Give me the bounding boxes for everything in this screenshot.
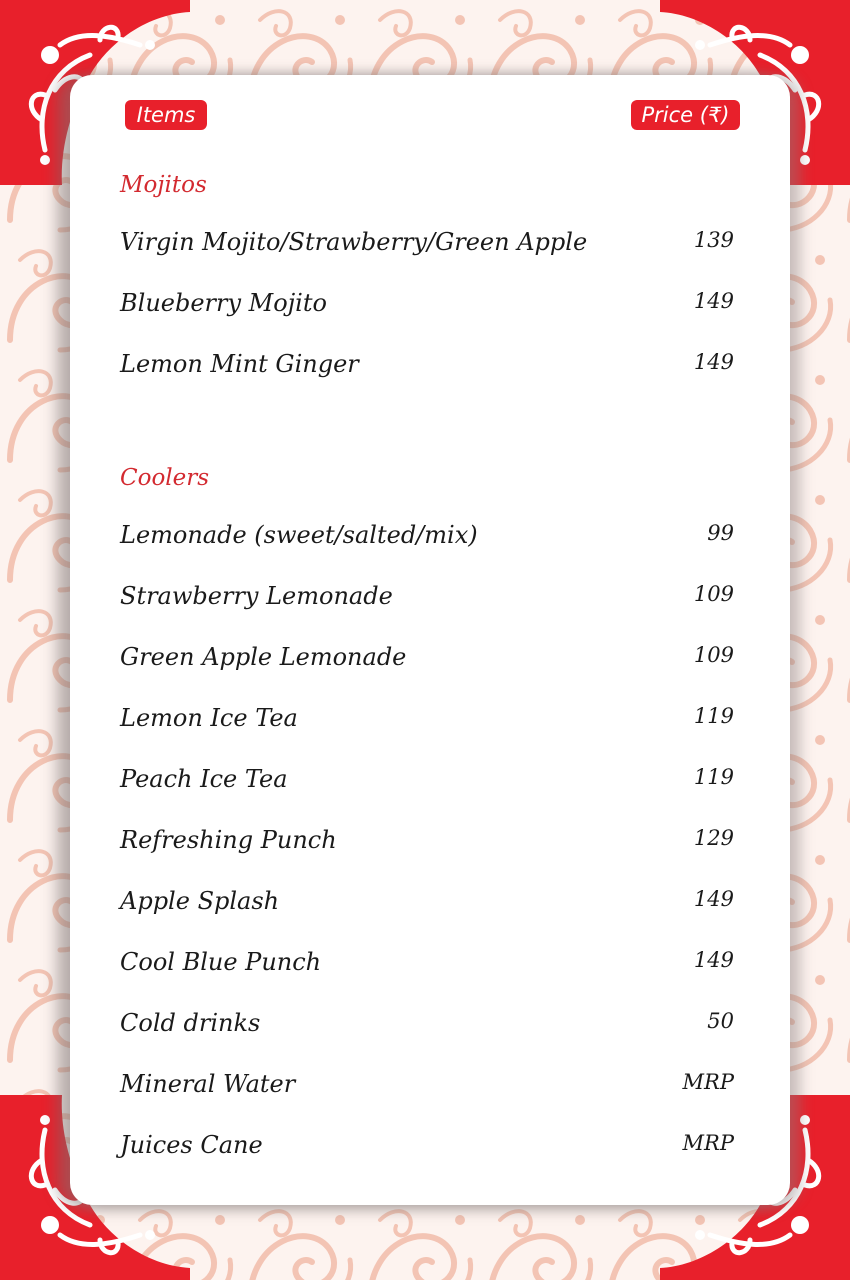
item-price: 119 bbox=[693, 704, 734, 728]
section-title-mojitos: Mojitos bbox=[120, 172, 207, 198]
menu-item bbox=[120, 1009, 734, 1049]
item-price: 149 bbox=[693, 350, 734, 374]
item-price: 149 bbox=[693, 948, 734, 972]
item-price: MRP bbox=[682, 1070, 734, 1094]
item-price: MRP bbox=[682, 1131, 734, 1155]
item-price: 109 bbox=[693, 582, 734, 606]
menu-item bbox=[120, 1070, 734, 1110]
menu-item bbox=[120, 582, 734, 622]
menu-item bbox=[120, 704, 734, 744]
menu-item bbox=[120, 765, 734, 805]
item-name: Peach Ice Tea bbox=[120, 765, 288, 793]
item-name: Lemon Mint Ginger bbox=[120, 350, 359, 378]
item-name: Lemon Ice Tea bbox=[120, 704, 298, 732]
item-price: 139 bbox=[693, 228, 734, 252]
menu-item bbox=[120, 350, 734, 390]
price-column-header: Price (₹) bbox=[631, 100, 740, 130]
item-price: 119 bbox=[693, 765, 734, 789]
item-price: 149 bbox=[693, 289, 734, 313]
menu-item bbox=[120, 948, 734, 988]
menu-item bbox=[120, 1131, 734, 1171]
menu-item bbox=[120, 521, 734, 561]
item-price: 149 bbox=[693, 887, 734, 911]
item-name: Virgin Mojito/Strawberry/Green Apple bbox=[120, 228, 588, 256]
menu-item bbox=[120, 826, 734, 866]
item-name: Cold drinks bbox=[120, 1009, 261, 1037]
item-price: 129 bbox=[693, 826, 734, 850]
menu-item bbox=[120, 887, 734, 927]
item-name: Cool Blue Punch bbox=[120, 948, 322, 976]
item-price: 99 bbox=[707, 521, 734, 545]
item-price: 50 bbox=[707, 1009, 734, 1033]
item-name: Apple Splash bbox=[120, 887, 280, 915]
item-name: Mineral Water bbox=[120, 1070, 296, 1098]
item-name: Lemonade (sweet/salted/mix) bbox=[120, 521, 478, 549]
menu-item bbox=[120, 228, 734, 268]
item-price: 109 bbox=[693, 643, 734, 667]
items-column-header: Items bbox=[125, 100, 207, 130]
section-title-coolers: Coolers bbox=[120, 465, 210, 491]
item-name: Juices Cane bbox=[120, 1131, 263, 1159]
menu-item bbox=[120, 643, 734, 683]
item-name: Green Apple Lemonade bbox=[120, 643, 407, 671]
menu-item bbox=[120, 289, 734, 329]
item-name: Blueberry Mojito bbox=[120, 289, 327, 317]
item-name: Refreshing Punch bbox=[120, 826, 337, 854]
item-name: Strawberry Lemonade bbox=[120, 582, 393, 610]
